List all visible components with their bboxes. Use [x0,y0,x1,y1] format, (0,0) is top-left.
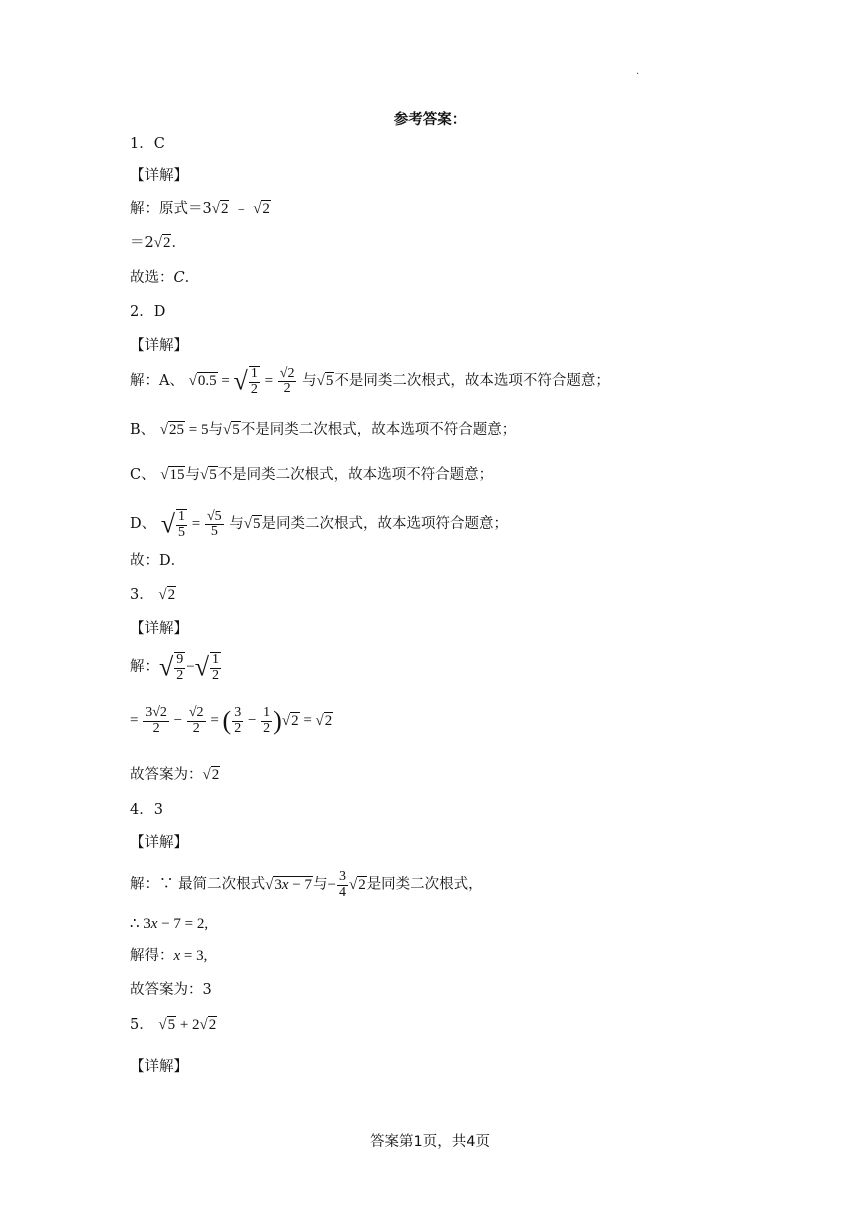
q2-conclusion: 故：D． [130,553,186,569]
q3-conclusion: 故答案为：√2 [130,767,220,783]
q1-step1: 解：原式＝3√2 ﹣ √2 [130,201,270,217]
q4-step3: 解得：x = 3, [130,948,208,964]
q3-detail-heading: 【详解】 [130,621,188,637]
q4-conclusion: 故答案为：3 [130,982,212,998]
q2-option-c: C、 √15与√5不是同类二次根式，故本选项不符合题意； [130,467,494,483]
q5-detail-heading: 【详解】 [130,1059,188,1075]
q1-step2: ＝2√2． [130,235,186,251]
q2-option-a: 解：A、 √0.5 = √ $\frac{1}{2}$ = $\frac{√2}{2}$ 与√5不是同类二次根式，故本选项不符合题意； [130,365,610,397]
q2-option-d: D、 √ $\frac{1}{5}$ = $\frac{√5}{5}$ 与√5是同类二次根式，故本选项符合题意； [130,508,509,540]
q4-answer: 4．3 [130,802,163,818]
header-dot: . [636,66,640,77]
q1-conclusion: 故选：C． [130,270,200,286]
q4-step2: ∴ 3x − 7 = 2, [130,916,209,932]
q3-step2: = $\frac{3√2}{2}$ − $\frac{√2}{2}$ = ( $\frac{3}{2}$ − $\frac{1}{2}$ )√2 = √2 [130,705,333,736]
q2-detail-heading: 【详解】 [130,338,188,354]
page-title: 参考答案： [393,112,467,128]
q4-detail-heading: 【详解】 [130,835,188,851]
q1-detail-heading: 【详解】 [130,168,188,184]
q2-option-b: B、 √25 = 5与√5不是同类二次根式，故本选项不符合题意； [130,422,517,438]
q4-step1: 解：∵ 最简二次根式√3x − 7与− $\frac{3}{4}$ √2是同类二次根式， [130,869,483,900]
q3-answer: 3． √2 [130,587,176,603]
q1-answer: 1．C [130,136,165,152]
q5-answer: 5． √5 + 2√2 [130,1017,217,1033]
q2-answer: 2．D [130,304,166,320]
page-footer: 答案第1页，共4页 [370,1134,490,1150]
q3-step1: 解：√ $\frac{9}{2}$ −√ $\frac{1}{2}$ [130,652,220,683]
